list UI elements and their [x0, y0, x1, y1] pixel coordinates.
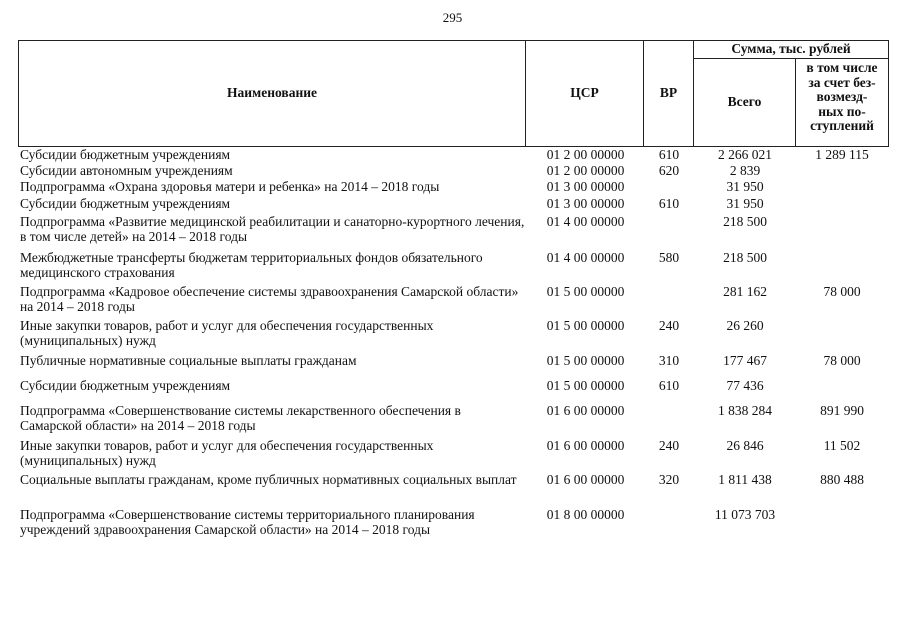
row-name: Иные закупки товаров, работ и услуг для обеспечения государственных (муниципальных) нужд	[20, 438, 434, 468]
header-incl-line: ступлений	[810, 118, 874, 133]
row-vr: 610	[658, 378, 680, 393]
row-name: Подпрограмма «Развитие медицинской реабилитации и санаторно-курортного лечения, в том числе детей» на 2014 – 2018 годы	[20, 214, 525, 244]
row-csr: 01 6 00 00000	[546, 403, 625, 418]
row-name: Подпрограмма «Охрана здоровья матери и ребенка» на 2014 – 2018 годы	[20, 179, 440, 194]
row-csr: 01 3 00 00000	[546, 179, 625, 194]
row-csr: 01 6 00 00000	[546, 438, 625, 453]
row-total: 1 811 438	[718, 472, 772, 487]
row-total: 31 950	[726, 179, 764, 194]
row-incl: 11 502	[823, 438, 861, 453]
row-csr: 01 5 00 00000	[546, 378, 625, 393]
row-total: 11 073 703	[714, 507, 776, 522]
header-total: Всего	[727, 94, 762, 110]
row-total: 26 260	[726, 318, 764, 333]
row-name: Подпрограмма «Кадровое обеспечение системы здравоохранения Самарской области» на 2014 – 2018 годы	[20, 284, 519, 314]
row-csr: 01 4 00 00000	[546, 250, 625, 265]
row-total: 281 162	[723, 284, 767, 299]
row-csr: 01 5 00 00000	[546, 318, 625, 333]
row-vr: 610	[658, 196, 680, 211]
header-incl-line: в том числе	[806, 60, 878, 75]
row-total: 77 436	[726, 378, 764, 393]
row-total: 2 839	[729, 163, 761, 178]
row-name: Субсидии автономным учреждениям	[20, 163, 233, 178]
row-name: Подпрограмма «Совершенствование системы территориального планирования учреждений здравоохранения Самарской области» на 2014 – 2018 годы	[20, 507, 475, 537]
header-amount-group: Сумма, тыс. рублей	[731, 41, 851, 57]
row-incl: 891 990	[820, 403, 864, 418]
row-vr: 580	[658, 250, 680, 265]
row-total: 218 500	[723, 250, 767, 265]
row-name: Субсидии бюджетным учреждениям	[20, 196, 231, 211]
row-vr: 610	[658, 147, 680, 162]
row-csr: 01 2 00 00000	[546, 147, 625, 162]
row-name: Субсидии бюджетным учреждениям	[20, 378, 231, 393]
header-incl-line: ных по-	[818, 103, 866, 119]
row-name: Публичные нормативные социальные выплаты гражданам	[20, 353, 357, 368]
row-vr: 240	[658, 438, 680, 453]
row-total: 2 266 021	[718, 147, 772, 162]
row-csr: 01 3 00 00000	[546, 196, 625, 211]
row-csr: 01 5 00 00000	[546, 284, 625, 299]
header-name: Наименование	[227, 85, 317, 101]
row-name: Социальные выплаты гражданам, кроме публичных нормативных социальных выплат	[20, 472, 517, 487]
row-name: Иные закупки товаров, работ и услуг для обеспечения государственных (муниципальных) нужд	[20, 318, 434, 348]
header-right-border	[888, 40, 889, 146]
row-incl: 78 000	[823, 284, 861, 299]
row-csr: 01 2 00 00000	[546, 163, 625, 178]
row-total: 1 838 284	[718, 403, 772, 418]
row-csr: 01 4 00 00000	[546, 214, 625, 229]
row-name: Субсидии бюджетным учреждениям	[20, 147, 231, 162]
row-csr: 01 5 00 00000	[546, 353, 625, 368]
row-vr: 310	[658, 353, 680, 368]
row-incl: 1 289 115	[815, 147, 869, 162]
row-vr: 620	[658, 163, 680, 178]
row-total: 31 950	[726, 196, 764, 211]
row-name: Межбюджетные трансферты бюджетам территориальных фондов обязательного медицинского страхования	[20, 250, 483, 280]
page-number: 295	[442, 10, 463, 25]
row-incl: 880 488	[820, 472, 864, 487]
header-csr: ЦСР	[570, 85, 599, 101]
row-total: 26 846	[726, 438, 764, 453]
header-incl-line: возмезд-	[816, 89, 868, 104]
row-vr: 320	[658, 472, 680, 487]
row-incl: 78 000	[823, 353, 861, 368]
row-csr: 01 6 00 00000	[546, 472, 625, 487]
row-total: 218 500	[723, 214, 767, 229]
header-incl-line: за счет без-	[808, 74, 876, 90]
row-vr: 240	[658, 318, 680, 333]
row-name: Подпрограмма «Совершенствование системы лекарственного обеспечения в Самарской области» на 2014 – 2018 годы	[20, 403, 461, 433]
header-vr: ВР	[659, 85, 678, 101]
row-csr: 01 8 00 00000	[546, 507, 625, 522]
header-incl	[796, 59, 888, 146]
row-total: 177 467	[723, 353, 767, 368]
